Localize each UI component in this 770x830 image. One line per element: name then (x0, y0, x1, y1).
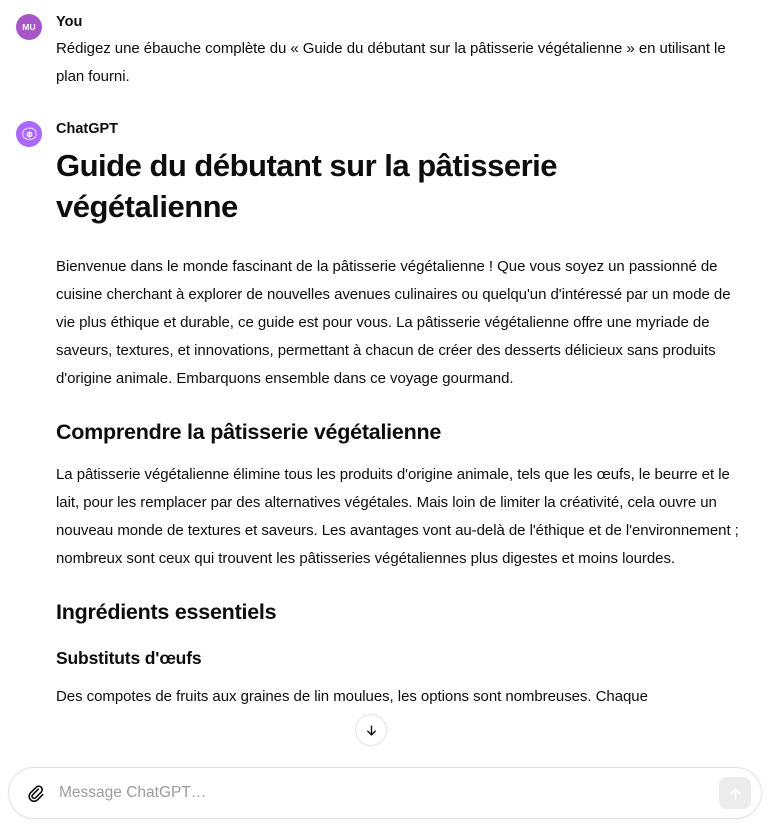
section-heading-comprendre: Comprendre la pâtisserie végétalienne (56, 420, 442, 444)
subsection-paragraph-substituts-oeufs: Des compotes de fruits aux graines de lin moulues, les options sont nombreuses. Chaque (56, 688, 648, 705)
composer-bar (0, 766, 770, 830)
message-user (0, 0, 770, 91)
message-assistant (0, 91, 770, 711)
avatar (16, 121, 42, 147)
avatar-column (16, 119, 42, 147)
message-author-name: ChatGPT (56, 121, 119, 137)
openai-logo-icon (21, 126, 38, 143)
scroll-to-bottom-button[interactable] (355, 714, 387, 746)
page-title: Guide du débutant sur la pâtisserie végétalienne (56, 148, 557, 224)
intro-paragraph: Bienvenue dans le monde fascinant de la pâtisserie végétalienne ! Que vous soyez un passionné de cuisine cherchant à explorer de nouvelles avenues culinaires ou quelqu'un d'intéressé par un mode de vie plus éthique et durable, ce guide est pour vous. La pâtisserie végétalienne offre une myriade de saveurs, textures, et innovations, permettant à chacun de créer des desserts délicieux sans produits d'origine animale. Embarquons ensemble dans ce voyage gourmand. (56, 258, 731, 387)
paperclip-icon (26, 784, 45, 803)
send-button[interactable] (719, 777, 751, 809)
message-input[interactable] (53, 775, 719, 811)
arrow-down-icon (364, 723, 379, 738)
message-body (56, 12, 746, 91)
avatar-column (16, 12, 42, 40)
message-author-name: You (56, 14, 83, 30)
user-prompt-text: Rédigez une ébauche complète du « Guide du débutant sur la pâtisserie végétalienne » en utilisant le plan fourni. (56, 40, 726, 85)
composer[interactable] (8, 767, 762, 819)
avatar: MU (16, 14, 42, 40)
section-heading-ingredients: Ingrédients essentiels (56, 600, 277, 624)
subsection-heading-substituts-oeufs: Substituts d'œufs (56, 648, 202, 668)
message-body (56, 119, 746, 711)
attach-file-button[interactable] (17, 775, 53, 811)
arrow-up-icon (727, 785, 744, 802)
section-paragraph-comprendre: La pâtisserie végétalienne élimine tous les produits d'origine animale, tels que les œufs, le beurre et le lait, pour les remplacer par des alternatives végétales. Mais loin de limiter la créativité, cela ouvre un nouveau monde de textures et saveurs. Les avantages vont au-delà de l'éthique et de l'environnement ; nombreux sont ceux qui trouvent les pâtisseries végétaliennes plus digestes et moins lourdes. (56, 466, 739, 567)
